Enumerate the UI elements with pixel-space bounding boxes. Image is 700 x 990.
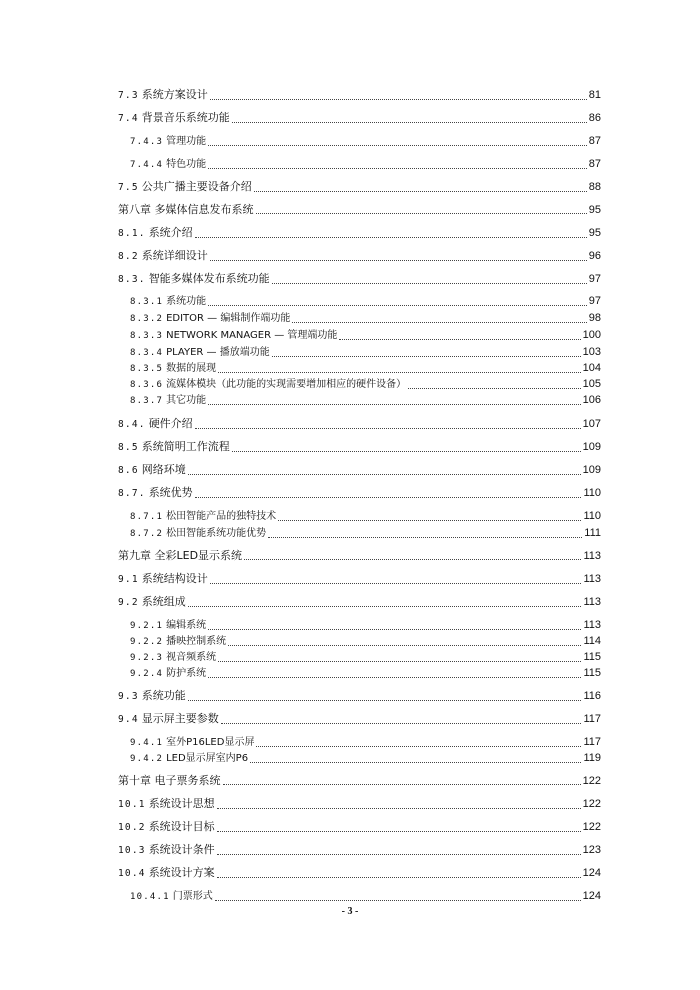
toc-entry-title: 系统功能	[166, 296, 207, 307]
dot-leader	[232, 451, 581, 452]
toc-entry-title: 室外P16LED显示屏	[166, 737, 255, 748]
toc-entry[interactable]	[118, 866, 601, 881]
dot-leader	[272, 356, 581, 357]
toc-entry-title: 系统结构设计	[141, 572, 208, 585]
toc-entry-title: 背景音乐系统功能	[141, 111, 230, 124]
toc-entry[interactable]	[118, 180, 601, 195]
toc-entry-page: 117	[583, 713, 601, 725]
toc-entry-number: 9.3	[118, 691, 139, 702]
toc-entry-number: 9.4	[118, 714, 139, 725]
toc-entry-number: 7.4.3	[130, 137, 164, 147]
toc-entry-number: 8.3.	[118, 274, 146, 285]
toc-entry-page: 106	[582, 394, 601, 406]
toc-entry-number: 8.3.1	[130, 297, 164, 307]
dot-leader	[215, 900, 581, 901]
toc-entry[interactable]	[118, 843, 601, 858]
toc-entry-number: 7.5	[118, 182, 139, 193]
toc-entry[interactable]	[130, 509, 601, 524]
toc-entry-number: 7.4	[118, 113, 139, 124]
toc-entry[interactable]	[130, 634, 601, 649]
toc-entry-number: 8.1.	[118, 228, 146, 239]
toc-entry-page: 96	[588, 250, 601, 262]
toc-entry-page: 109	[582, 464, 601, 476]
dot-leader	[208, 677, 581, 678]
dot-leader	[217, 808, 581, 809]
toc-entry-title: 智能多媒体发布系统功能	[148, 272, 270, 285]
toc-entry-title: 松田智能系统功能优势	[166, 528, 267, 539]
dot-leader	[232, 122, 587, 123]
toc-entry-title: 系统详细设计	[141, 249, 208, 262]
toc-entry-title: EDITOR — 编辑制作端功能	[166, 313, 291, 324]
toc-entry[interactable]	[130, 361, 601, 376]
dot-leader	[217, 831, 581, 832]
toc-entry-title: 视音频系统	[166, 652, 217, 663]
toc-entry[interactable]	[118, 440, 601, 455]
toc-entry-number: 8.3.5	[130, 364, 164, 374]
page-number: - 3 -	[341, 906, 359, 917]
toc-entry-title: 系统优势	[148, 486, 193, 499]
dot-leader	[278, 520, 581, 521]
toc-entry-number: 9.1	[118, 574, 139, 585]
dot-leader	[228, 645, 581, 646]
toc-entry[interactable]	[130, 328, 601, 343]
dot-leader	[218, 372, 581, 373]
toc-entry-title: 编辑系统	[166, 620, 207, 631]
toc-entry-title: 硬件介绍	[148, 417, 193, 430]
toc-entry-title: 门票形式	[172, 891, 213, 902]
toc-entry-page: 113	[583, 619, 601, 631]
toc-entry-title: PLAYER — 播放端功能	[166, 347, 270, 358]
toc-entry[interactable]	[118, 88, 601, 103]
toc-entry-number: 10.3	[118, 845, 146, 856]
toc-entry-title: 其它功能	[166, 395, 207, 406]
toc-entry-page: 97	[588, 273, 601, 285]
toc-entry-number: 9.2.1	[130, 621, 164, 631]
dot-leader	[208, 305, 587, 306]
toc-entry-page: 114	[583, 635, 601, 647]
toc-entry[interactable]	[118, 417, 601, 432]
toc-entry-title: 播映控制系统	[166, 636, 227, 647]
dot-leader	[217, 854, 581, 855]
toc-entry-page: 111	[584, 527, 601, 539]
toc-entry-title: 防护系统	[166, 668, 207, 679]
toc-entry-title: LED显示屏室内P6	[166, 753, 249, 764]
toc-entry[interactable]	[118, 549, 601, 563]
toc-entry-number: 8.7.1	[130, 512, 164, 522]
toc-entry-number: 8.5	[118, 442, 139, 453]
toc-entry[interactable]	[130, 134, 601, 149]
toc-entry[interactable]	[118, 203, 601, 217]
dot-leader	[256, 213, 587, 214]
dot-leader	[208, 404, 581, 405]
toc-entry[interactable]	[130, 666, 601, 681]
toc-entry[interactable]	[118, 249, 601, 264]
toc-entry-title: 松田智能产品的独特技术	[166, 511, 277, 522]
toc-entry-page: 115	[583, 651, 601, 663]
toc-entry[interactable]	[118, 797, 601, 812]
toc-entry[interactable]	[130, 751, 601, 766]
toc-entry-page: 87	[588, 135, 601, 147]
toc-entry-page: 104	[582, 362, 601, 374]
toc-entry-page: 115	[583, 667, 601, 679]
dot-leader	[244, 559, 581, 560]
toc-entry-number: 9.4.2	[130, 754, 164, 764]
dot-leader	[210, 99, 587, 100]
toc-entry-page: 123	[582, 844, 601, 856]
toc-entry-title: 系统设计思想	[148, 797, 215, 810]
toc-entry-number: 9.4.1	[130, 738, 164, 748]
toc-entry[interactable]	[130, 618, 601, 633]
toc-entry-number: 8.2	[118, 251, 139, 262]
dot-leader	[208, 168, 587, 169]
toc-entry-title: 系统功能	[141, 689, 186, 702]
toc-entry-title: 系统设计方案	[148, 866, 215, 879]
toc-entry-page: 122	[582, 775, 601, 787]
toc-entry-number: 8.6	[118, 465, 139, 476]
toc-entry-title: 第九章 全彩LED显示系统	[118, 549, 243, 562]
toc-entry-title: 系统设计条件	[148, 843, 215, 856]
toc-entry-title: 系统组成	[141, 595, 186, 608]
toc-entry-number: 8.3.4	[130, 348, 164, 358]
toc-entry-number: 10.4.1	[130, 892, 170, 902]
toc-entry-page: 95	[588, 204, 601, 216]
toc-entry-page: 113	[583, 550, 601, 562]
toc-entry[interactable]	[130, 735, 601, 750]
toc-entry-title: NETWORK MANAGER — 管理端功能	[166, 330, 338, 341]
toc-entry[interactable]	[118, 712, 601, 727]
toc-entry-number: 8.3.6	[130, 380, 164, 390]
toc-entry-title: 第八章 多媒体信息发布系统	[118, 203, 254, 216]
toc-entry-page: 122	[582, 821, 601, 833]
toc-entry[interactable]	[130, 377, 601, 392]
toc-entry[interactable]	[118, 774, 601, 788]
dot-leader	[268, 537, 582, 538]
toc-entry-title: 管理功能	[166, 136, 207, 147]
toc-entry-page: 124	[582, 890, 601, 902]
toc-entry[interactable]	[118, 463, 601, 478]
toc-entry[interactable]	[118, 595, 601, 610]
toc-entry[interactable]	[130, 889, 601, 904]
toc-entry-number: 10.4	[118, 868, 146, 879]
dot-leader	[223, 784, 581, 785]
toc-entry-page: 87	[588, 158, 601, 170]
toc-entry-title: 数据的展现	[166, 363, 217, 374]
toc-entry[interactable]	[130, 311, 601, 326]
toc-entry[interactable]	[118, 272, 601, 287]
toc-entry-page: 110	[583, 487, 601, 499]
dot-leader	[210, 260, 587, 261]
toc-entry[interactable]	[118, 226, 601, 241]
toc-entry-title: 特色功能	[166, 159, 207, 170]
toc-entry[interactable]	[130, 526, 601, 541]
dot-leader	[217, 877, 581, 878]
dot-leader	[221, 723, 582, 724]
dot-leader	[256, 746, 581, 747]
toc-entry-number: 8.7.	[118, 488, 146, 499]
toc-entry-title: 第十章 电子票务系统	[118, 774, 221, 787]
toc-entry-page: 117	[583, 736, 601, 748]
toc-entry-page: 122	[582, 798, 601, 810]
toc-entry[interactable]	[130, 650, 601, 665]
dot-leader	[188, 474, 581, 475]
toc-entry-title: 网络环境	[141, 463, 186, 476]
toc-entry-title: 系统简明工作流程	[141, 440, 230, 453]
toc-entry-number: 9.2.2	[130, 637, 164, 647]
dot-leader	[195, 428, 581, 429]
toc-entry-page: 95	[588, 227, 601, 239]
dot-leader	[188, 606, 582, 607]
toc-entry-page: 124	[582, 867, 601, 879]
toc-entry-page: 119	[583, 752, 601, 764]
toc-entry[interactable]	[130, 157, 601, 172]
dot-leader	[195, 497, 582, 498]
toc-entry-page: 113	[583, 596, 601, 608]
toc-entry[interactable]	[118, 572, 601, 587]
toc-entry-page: 116	[583, 690, 601, 702]
toc-entry-number: 7.3	[118, 90, 139, 101]
toc-entry-number: 8.7.2	[130, 529, 164, 539]
toc-entry-title: 公共广播主要设备介绍	[141, 180, 252, 193]
toc-entry-title: 系统设计目标	[148, 820, 215, 833]
toc-entry-page: 100	[582, 329, 601, 341]
toc-entry-number: 7.4.4	[130, 160, 164, 170]
dot-leader	[272, 283, 587, 284]
dot-leader	[188, 700, 582, 701]
toc-entry-title: 系统介绍	[148, 226, 193, 239]
toc-entry-page: 97	[588, 295, 601, 307]
dot-leader	[195, 237, 587, 238]
toc-entry[interactable]	[130, 393, 601, 408]
toc-entry-page: 107	[582, 418, 601, 430]
dot-leader	[208, 145, 587, 146]
toc-entry[interactable]	[130, 345, 601, 360]
toc-entry[interactable]	[118, 111, 601, 126]
toc-entry-page: 109	[582, 441, 601, 453]
toc-entry-number: 9.2.4	[130, 669, 164, 679]
toc-entry-number: 10.2	[118, 822, 146, 833]
toc-entry-number: 9.2	[118, 597, 139, 608]
toc-entry-number: 8.4.	[118, 419, 146, 430]
toc-entry-number: 8.3.2	[130, 314, 164, 324]
toc-entry-page: 105	[582, 378, 601, 390]
dot-leader	[339, 339, 580, 340]
toc-entry-title: 系统方案设计	[141, 88, 208, 101]
toc-entry-page: 110	[583, 510, 601, 522]
toc-entry-page: 103	[582, 346, 601, 358]
toc-entry-number: 10.1	[118, 799, 146, 810]
toc-entry-page: 81	[588, 89, 601, 101]
toc-entry[interactable]	[118, 820, 601, 835]
toc-entry-page: 98	[588, 312, 601, 324]
toc-entry-page: 88	[588, 181, 601, 193]
dot-leader	[408, 388, 581, 389]
dot-leader	[292, 322, 586, 323]
toc-entry-number: 9.2.3	[130, 653, 164, 663]
dot-leader	[210, 583, 582, 584]
dot-leader	[208, 629, 581, 630]
toc-entry-page: 113	[583, 573, 601, 585]
toc-entry[interactable]	[118, 689, 601, 704]
toc-entry-page: 86	[588, 112, 601, 124]
dot-leader	[218, 661, 581, 662]
toc-entry-title: 显示屏主要参数	[141, 712, 219, 725]
toc-entry-number: 8.3.3	[130, 331, 164, 341]
toc-entry[interactable]	[118, 486, 601, 501]
toc-entry[interactable]	[130, 294, 601, 309]
toc-entry-title: 流媒体模块（此功能的实现需要增加相应的硬件设备）	[166, 379, 407, 390]
toc-entry-number: 8.3.7	[130, 396, 164, 406]
dot-leader	[250, 762, 581, 763]
dot-leader	[254, 191, 587, 192]
